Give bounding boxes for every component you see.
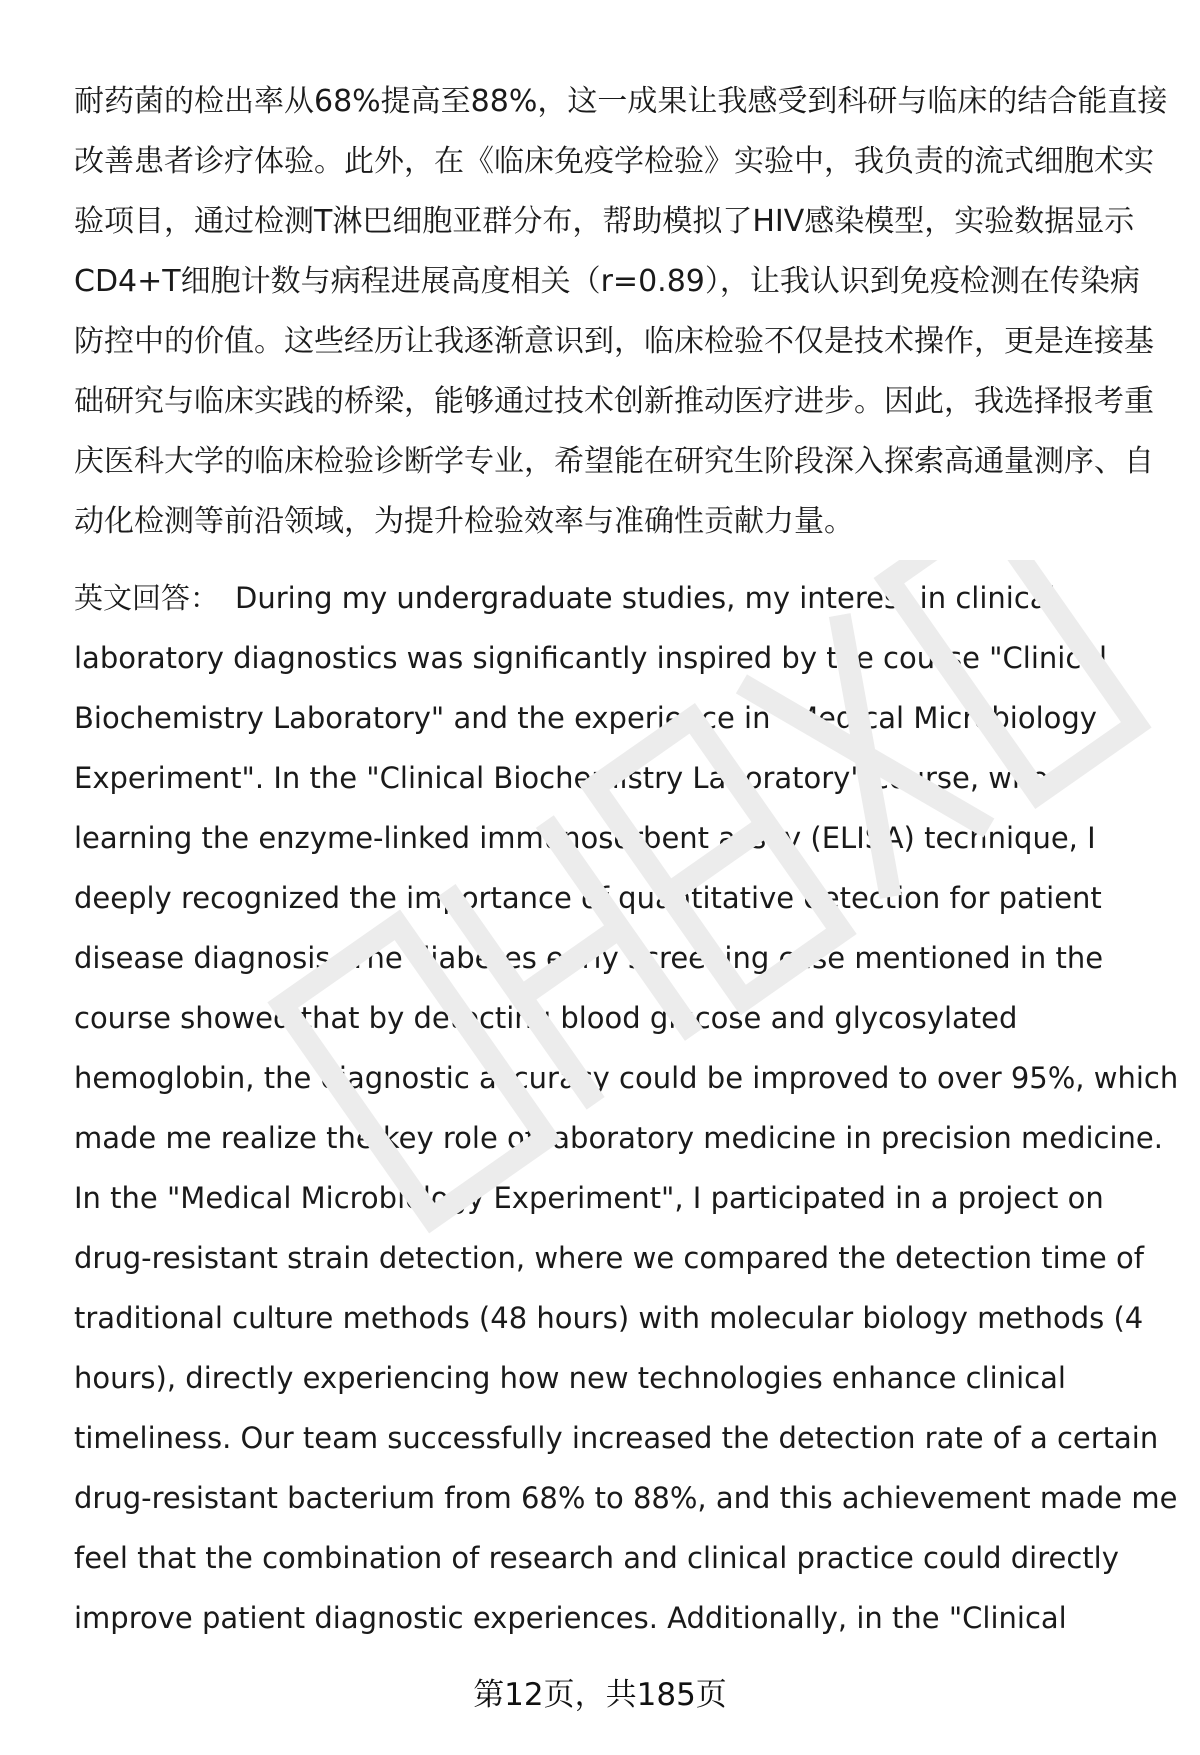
text-line: timeliness. Our team successfully increased the detection rate of a certain xyxy=(74,1421,1159,1455)
text-line: 改善患者诊疗体验。此外，在《临床免疫学检验》实验中，我负责的流式细胞术实 xyxy=(74,144,1154,179)
text-line: feel that the combination of research and clinical practice could directly xyxy=(74,1541,1119,1575)
text-line: 庆医科大学的临床检验诊断学专业，希望能在研究生阶段深入探索高通量测序、自 xyxy=(74,444,1154,479)
text-line: In the "Medical Microbiology Experiment", I participated in a project on xyxy=(74,1181,1104,1215)
text-line: learning the enzyme-linked immunosorbent assay (ELISA) technique, I xyxy=(74,821,1096,855)
text-line: hemoglobin, the diagnostic accuracy could be improved to over 95%, which xyxy=(74,1061,1179,1095)
text-line: improve patient diagnostic experiences. Additionally, in the "Clinical xyxy=(74,1601,1067,1635)
page-number: 第12页，共185页 xyxy=(473,1677,727,1713)
text-line: traditional culture methods (48 hours) with molecular biology methods (4 xyxy=(74,1301,1144,1335)
text-line: hours), directly experiencing how new technologies enhance clinical xyxy=(74,1361,1066,1395)
text-line: course showed that by detecting blood glucose and glycosylated xyxy=(74,1001,1018,1035)
text-line: made me realize the key role of laboratory medicine in precision medicine. xyxy=(74,1121,1163,1155)
text-line: drug-resistant bacterium from 68% to 88%, and this achievement made me xyxy=(74,1481,1178,1515)
text-line: 耐药菌的检出率从68%提高至88%，这一成果让我感受到科研与临床的结合能直接 xyxy=(74,84,1168,119)
text-line: laboratory diagnostics was significantly inspired by the course "Clinical xyxy=(74,641,1108,675)
chinese-paragraph xyxy=(74,72,1168,552)
text-line: Experiment". In the "Clinical Biochemistry Laboratory" course, when xyxy=(74,761,1067,795)
english-paragraph xyxy=(74,568,1179,1648)
text-line: 防控中的价值。这些经历让我逐渐意识到，临床检验不仅是技术操作，更是连接基 xyxy=(74,324,1154,359)
text-line: 动化检测等前沿领域，为提升检验效率与准确性贡献力量。 xyxy=(74,504,854,539)
text-line: 础研究与临床实践的桥梁，能够通过技术创新推动医疗进步。因此，我选择报考重 xyxy=(74,384,1154,419)
text-line xyxy=(74,568,1154,628)
text-line: CD4+T细胞计数与病程进展高度相关（r=0.89），让我认识到免疫检测在传染病 xyxy=(74,264,1140,299)
document-body xyxy=(74,72,1179,1648)
text-line: drug-resistant strain detection, where we compared the detection time of xyxy=(74,1241,1144,1275)
text-line: 验项目，通过检测T淋巴细胞亚群分布，帮助模拟了HIV感染模型，实验数据显示 xyxy=(74,204,1135,239)
text-line: deeply recognized the importance of quantitative detection for patient xyxy=(74,881,1102,915)
english-answer-label: 英文回答： xyxy=(74,581,220,615)
text-line: Biochemistry Laboratory" and the experience in "Medical Microbiology xyxy=(74,701,1097,735)
text-line: disease diagnosis. The diabetes early screening case mentioned in the xyxy=(74,941,1104,975)
text-line-content: During my undergraduate studies, my interest in clinical xyxy=(235,581,1056,615)
